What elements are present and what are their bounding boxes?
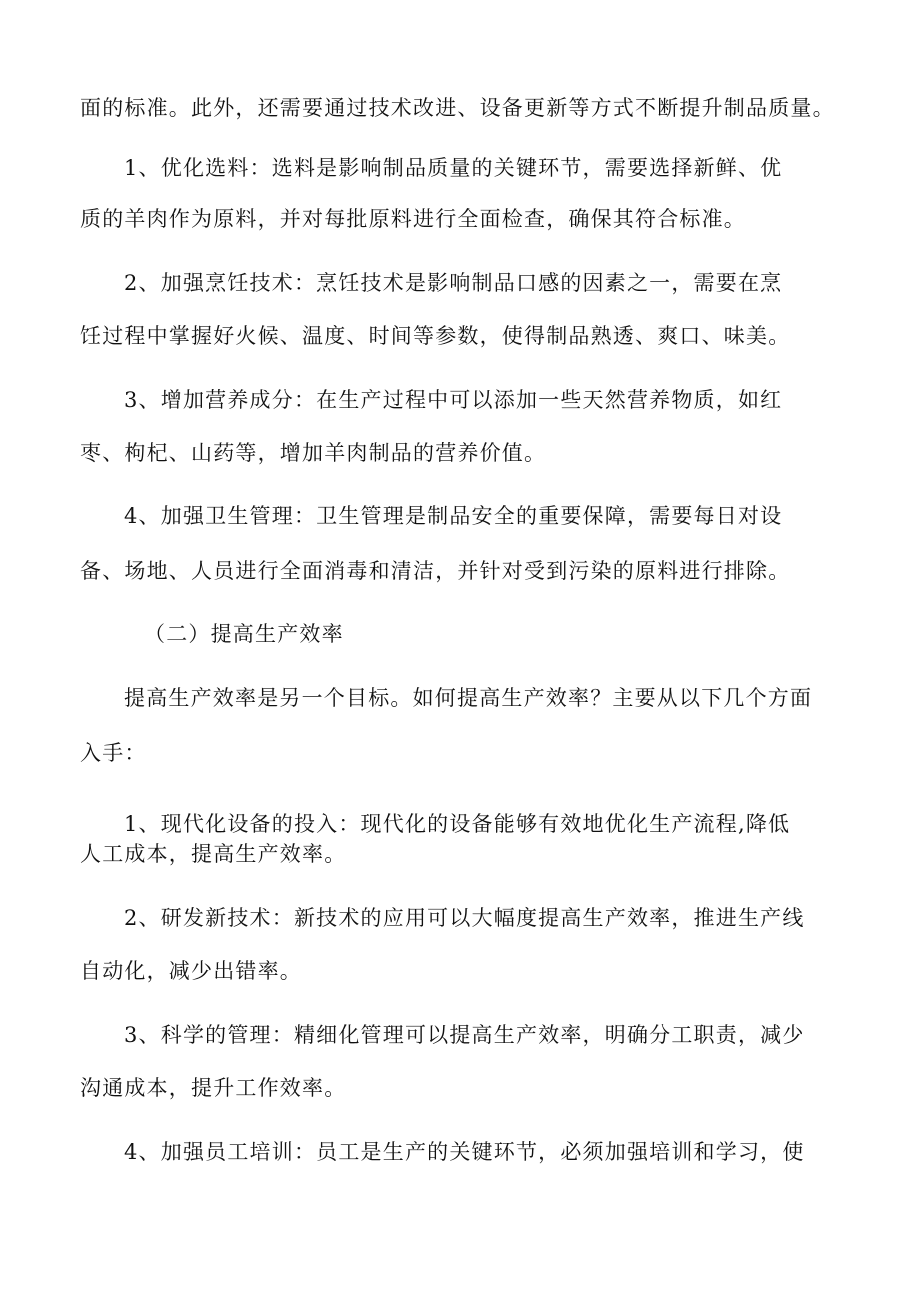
- text-line: 面的标准。此外，还需要通过技术改进、设备更新等方式不断提升制品质量。: [80, 96, 835, 120]
- list-item-line: 1、现代化设备的投入：现代化的设备能够有效地优化生产流程,降低: [124, 812, 791, 836]
- section-heading: （二）提高生产效率: [144, 622, 344, 646]
- list-item-line: 4、加强卫生管理：卫生管理是制品安全的重要保障，需要每日对设: [124, 504, 783, 528]
- text-line: 饪过程中掌握好火候、温度、时间等参数，使得制品熟透、爽口、味美。: [80, 324, 791, 348]
- text-line: 沟通成本，提升工作效率。: [80, 1076, 347, 1100]
- text-line: 枣、枸杞、山药等，增加羊肉制品的营养价值。: [80, 441, 547, 465]
- text-line: 备、场地、人员进行全面消毒和清洁，并针对受到污染的原料进行排除。: [80, 559, 791, 583]
- list-item-line: 3、科学的管理：精细化管理可以提高生产效率，明确分工职责，减少: [124, 1023, 805, 1047]
- text-line: 质的羊肉作为原料，并对每批原料进行全面检查，确保其符合标准。: [80, 207, 746, 231]
- list-item-line: 1、优化选料：选料是影响制品质量的关键环节，需要选择新鲜、优: [124, 156, 783, 180]
- text-line: 人工成本，提高生产效率。: [80, 842, 347, 866]
- text-line: 自动化，减少出错率。: [80, 959, 302, 983]
- paragraph-line: 提高生产效率是另一个目标。如何提高生产效率？主要从以下几个方面: [124, 686, 813, 710]
- list-item-line: 2、加强烹饪技术：烹饪技术是影响制品口感的因素之一，需要在烹: [124, 271, 783, 295]
- text-line: 入手：: [80, 741, 147, 765]
- list-item-line: 2、研发新技术：新技术的应用可以大幅度提高生产效率，推进生产线: [124, 906, 805, 930]
- list-item-line: 4、加强员工培训：员工是生产的关键环节，必须加强培训和学习，使: [124, 1140, 805, 1164]
- list-item-line: 3、增加营养成分：在生产过程中可以添加一些天然营养物质，如红: [124, 388, 783, 412]
